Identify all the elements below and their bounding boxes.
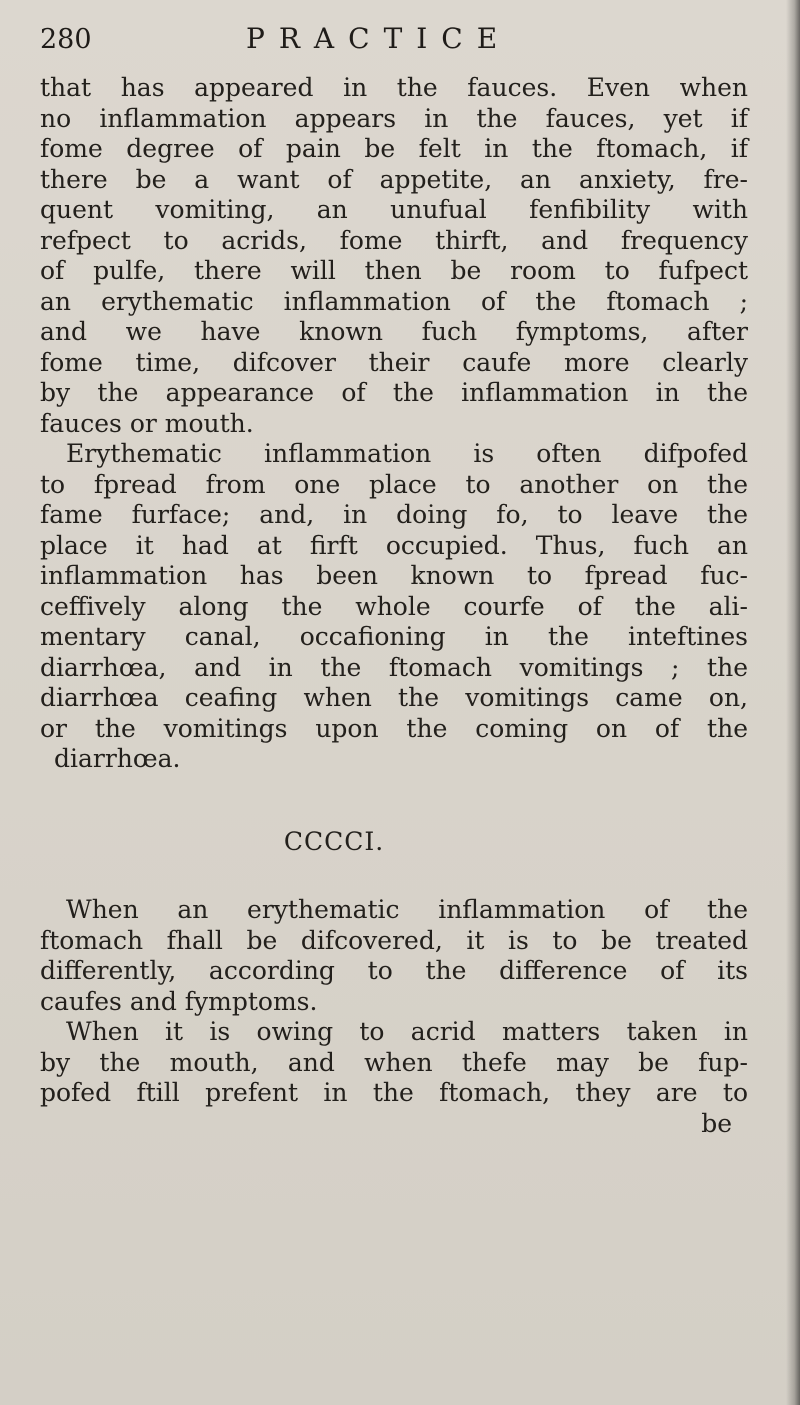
paragraph-4: [40, 1017, 748, 1139]
page-header: [40, 22, 740, 62]
text-line: by the appearance of the inflammation in the: [40, 378, 748, 407]
text-line: caufes and fymptoms.: [40, 986, 318, 1016]
paragraph-3: [40, 895, 748, 1017]
text-line: of pulfe, there will then be room to fufpect: [40, 256, 748, 285]
paragraph-1: [40, 73, 748, 439]
page-number: 280: [40, 24, 92, 55]
text-line: no inflammation appears in the fauces, yet if: [40, 103, 748, 133]
text-line: fame furface; and, in doing fo, to leave the: [40, 500, 748, 529]
text-line: Erythematic inflammation is often difpofed: [66, 439, 748, 468]
text-line: ceffively along the whole courfe of the ali-: [40, 591, 748, 621]
text-line: to fpread from one place to another on the: [40, 469, 748, 499]
text-line: pofed ftill prefent in the ftomach, they are to: [40, 1078, 748, 1107]
text-line: diarrhœa.: [54, 744, 181, 773]
text-line: ftomach fhall be difcovered, it is to be treated: [40, 925, 748, 955]
text-line: and we have known fuch fymptoms, after: [40, 317, 748, 346]
body-text: [40, 73, 748, 1139]
text-line: place it had at firft occupied. Thus, fuch an: [40, 530, 748, 560]
text-line: mentary canal, occafioning in the inteftines: [40, 622, 748, 651]
text-line: refpect to acrids, fome thirft, and frequency: [40, 225, 748, 255]
text-line: fome time, difcover their caufe more clearly: [40, 347, 748, 377]
text-line: an erythematic inflammation of the ftomach ;: [40, 286, 748, 316]
text-line: diarrhœa, and in the ftomach vomitings ; the: [40, 652, 748, 682]
text-line: there be a want of appetite, an anxiety, fre-: [40, 164, 748, 194]
text-line: that has appeared in the fauces. Even when: [40, 73, 748, 102]
text-line: by the mouth, and when thefe may be fup-: [40, 1047, 748, 1077]
text-line: differently, according to the difference of its: [40, 956, 748, 985]
running-head: PRACTICE: [246, 22, 512, 55]
text-line: diarrhœa ceafing when the vomitings came on,: [40, 683, 748, 712]
text-line: When an erythematic inflammation of the: [66, 895, 748, 924]
text-line: quent vomiting, an unufual fenfibility with: [40, 195, 748, 224]
section-heading: CCCCI.: [283, 826, 385, 856]
text-line: inflammation has been known to fpread fuc-: [40, 561, 748, 590]
paragraph-2: [40, 439, 748, 775]
text-line: or the vomitings upon the coming on of the: [40, 713, 748, 743]
page-edge-shadow: [786, 0, 800, 1405]
text-line: When it is owing to acrid matters taken in: [66, 1017, 748, 1046]
catchword: be: [701, 1108, 732, 1138]
text-line: fauces or mouth.: [40, 408, 254, 438]
text-line: fome degree of pain be felt in the ftomach, if: [40, 134, 748, 163]
